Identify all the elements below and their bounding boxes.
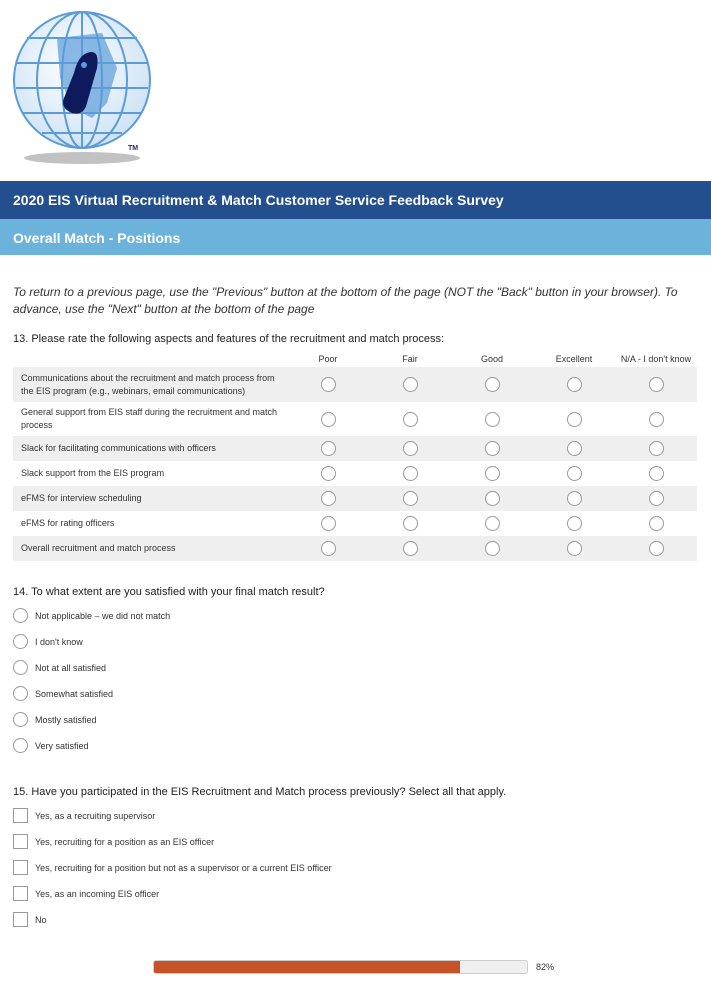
- logo-tm: TM: [128, 145, 139, 152]
- rating-radio[interactable]: [485, 441, 500, 456]
- rating-radio[interactable]: [649, 377, 664, 392]
- radio-button[interactable]: [13, 608, 28, 623]
- rating-matrix: [13, 350, 697, 561]
- checkbox[interactable]: [13, 860, 28, 875]
- radio-option[interactable]: [13, 608, 170, 623]
- checkbox[interactable]: [13, 834, 28, 849]
- checkbox-option[interactable]: [13, 886, 159, 901]
- rating-radio[interactable]: [649, 466, 664, 481]
- matrix-row: [13, 367, 697, 402]
- rating-radio[interactable]: [321, 491, 336, 506]
- radio-button[interactable]: [13, 738, 28, 753]
- rating-radio[interactable]: [485, 541, 500, 556]
- progress-fill: [154, 961, 460, 973]
- rating-radio[interactable]: [485, 491, 500, 506]
- rating-radio[interactable]: [567, 516, 582, 531]
- radio-button[interactable]: [13, 634, 28, 649]
- rating-radio[interactable]: [321, 466, 336, 481]
- col-header: N/A - I don't know: [620, 353, 692, 364]
- rating-radio[interactable]: [567, 412, 582, 427]
- intro-text: To return to a previous page, use the "Previous" button at the bottom of the page (NOT the "Back" button in your browser). To advance, use the "Next" button at the bottom of the page: [13, 285, 678, 316]
- checkbox[interactable]: [13, 886, 28, 901]
- rating-radio[interactable]: [649, 412, 664, 427]
- rating-radio[interactable]: [649, 491, 664, 506]
- checkbox[interactable]: [13, 912, 28, 927]
- rating-radio[interactable]: [485, 377, 500, 392]
- q15-label: 15. Have you participated in the EIS Recruitment and Match process previously? Select all that apply.: [13, 786, 507, 798]
- radio-option[interactable]: [13, 660, 106, 675]
- radio-option[interactable]: [13, 738, 89, 753]
- rating-radio[interactable]: [485, 516, 500, 531]
- rating-radio[interactable]: [649, 441, 664, 456]
- row-label: eFMS for interview scheduling: [13, 486, 287, 511]
- rating-radio[interactable]: [403, 491, 418, 506]
- matrix-row: [13, 402, 697, 436]
- option-label: Very satisfied: [35, 740, 89, 751]
- radio-option[interactable]: [13, 634, 83, 649]
- row-label: General support from EIS staff during the recruitment and match process: [21, 407, 277, 430]
- rating-radio[interactable]: [567, 441, 582, 456]
- radio-option[interactable]: [13, 686, 113, 701]
- option-label: Not applicable – we did not match: [35, 610, 171, 621]
- rating-radio[interactable]: [321, 516, 336, 531]
- rating-radio[interactable]: [649, 516, 664, 531]
- option-label: Somewhat satisfied: [35, 688, 114, 699]
- col-header: Poor: [318, 353, 338, 364]
- matrix-row: [13, 536, 697, 561]
- matrix-row: [13, 436, 697, 461]
- row-label: Overall recruitment and match process: [13, 536, 287, 561]
- row-label: eFMS for rating officers: [21, 518, 115, 528]
- q14-label: 14. To what extent are you satisfied with your final match result?: [13, 586, 325, 598]
- radio-option[interactable]: [13, 712, 97, 727]
- row-label: Communications about the recruitment and match process from the EIS program (e.g., webinars, email communications): [13, 367, 287, 402]
- survey-title: 2020 EIS Virtual Recruitment & Match Customer Service Feedback Survey: [0, 181, 711, 219]
- rating-radio[interactable]: [321, 377, 336, 392]
- radio-button[interactable]: [13, 712, 28, 727]
- logo: [12, 8, 152, 168]
- rating-radio[interactable]: [649, 541, 664, 556]
- rating-radio[interactable]: [567, 466, 582, 481]
- option-label: No: [35, 914, 47, 925]
- radio-button[interactable]: [13, 660, 28, 675]
- checkbox-option[interactable]: [13, 834, 214, 849]
- rating-radio[interactable]: [567, 491, 582, 506]
- matrix-row: [13, 486, 697, 511]
- col-header: Fair: [402, 353, 418, 364]
- rating-radio[interactable]: [403, 466, 418, 481]
- row-label: Slack support from the EIS program: [21, 468, 165, 478]
- rating-radio[interactable]: [403, 541, 418, 556]
- checkbox-option[interactable]: [13, 860, 332, 875]
- rating-radio[interactable]: [321, 441, 336, 456]
- option-label: Yes, as an incoming EIS officer: [35, 888, 160, 899]
- rating-radio[interactable]: [321, 541, 336, 556]
- rating-radio[interactable]: [403, 377, 418, 392]
- checkbox-option[interactable]: [13, 808, 155, 823]
- rating-radio[interactable]: [567, 377, 582, 392]
- q13-label: 13. Please rate the following aspects and features of the recruitment and match process:: [13, 333, 445, 345]
- rating-radio[interactable]: [403, 412, 418, 427]
- option-label: Yes, recruiting for a position as an EIS officer: [35, 836, 215, 847]
- rating-radio[interactable]: [403, 516, 418, 531]
- rating-radio[interactable]: [485, 466, 500, 481]
- radio-button[interactable]: [13, 686, 28, 701]
- option-label: I don't know: [35, 636, 83, 647]
- rating-radio[interactable]: [567, 541, 582, 556]
- option-label: Yes, as a recruiting supervisor: [35, 810, 156, 821]
- checkbox[interactable]: [13, 808, 28, 823]
- col-header: Good: [480, 353, 504, 364]
- rating-radio[interactable]: [485, 412, 500, 427]
- progress-bar: [153, 960, 528, 974]
- option-label: Mostly satisfied: [35, 714, 97, 725]
- rating-radio[interactable]: [403, 441, 418, 456]
- option-label: Not at all satisfied: [35, 662, 107, 673]
- rating-radio[interactable]: [321, 412, 336, 427]
- checkbox-option[interactable]: [13, 912, 47, 927]
- matrix-row: [13, 511, 697, 536]
- row-label: Slack for facilitating communications with officers: [13, 436, 287, 461]
- option-label: Yes, recruiting for a position but not as a supervisor or a current EIS officer: [35, 862, 332, 873]
- col-header: Excellent: [555, 353, 593, 364]
- progress-label: 82%: [536, 962, 555, 972]
- section-title: Overall Match - Positions: [0, 219, 711, 255]
- matrix-row: [13, 461, 697, 486]
